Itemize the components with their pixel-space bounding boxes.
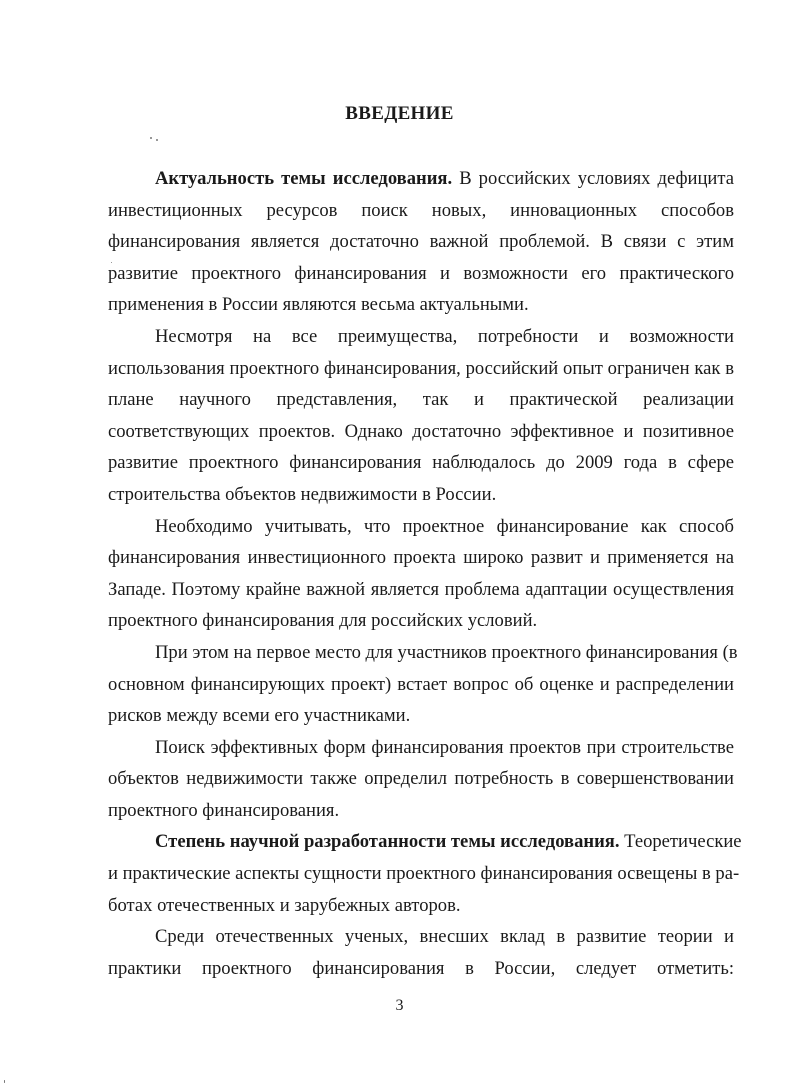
line-text: финансирования инвестиционного проекта широко развит и применяется на — [108, 547, 734, 569]
text-line — [108, 921, 734, 953]
line-text: При этом на первое место для участников проектного финансирования (в — [155, 641, 738, 663]
paragraph — [108, 637, 738, 732]
text-line — [108, 763, 734, 795]
text-line — [108, 289, 734, 321]
line-text: развитие проектного финансирования наблюдалось до 2009 года в сфере — [108, 452, 734, 474]
scan-speck — [111, 262, 112, 263]
text-line — [108, 574, 734, 606]
text-line — [108, 890, 734, 922]
line-text: Несмотря на все преимущества, потребности и возможности — [155, 325, 734, 347]
bold-lead-in: Степень научной разработанности темы исследования. — [155, 831, 620, 853]
text-line — [108, 479, 734, 511]
text-line — [108, 858, 740, 890]
paragraph — [108, 921, 734, 984]
line-text: Западе. Поэтому крайне важной является проблема адаптации осуществления — [108, 578, 734, 600]
paragraph — [108, 732, 734, 827]
scan-speck — [156, 139, 158, 141]
line-text: использования проектного финансирования, российский опыт ограничен как в — [108, 357, 734, 379]
text-line — [108, 353, 734, 385]
line-text: проектного финансирования для российских условий. — [108, 610, 538, 632]
bold-lead-in: Актуальность темы исследования. — [155, 168, 453, 189]
text-line — [108, 321, 734, 353]
line-text: строительства объектов недвижимости в России. — [108, 483, 497, 505]
line-text: применения в России являются весьма актуальными. — [108, 294, 529, 316]
section-heading: ВВЕДЕНИЕ — [345, 103, 454, 124]
text-line — [108, 700, 734, 732]
text-line — [108, 637, 738, 669]
scan-speck — [4, 1080, 5, 1083]
text-line — [108, 795, 734, 827]
line-text: практики проектного финансирования в России, следует отметить: — [108, 957, 734, 979]
line-text: плане научного представления, так и практической реализации — [108, 389, 734, 411]
text-line — [108, 163, 734, 195]
line-text: инвестиционных ресурсов поиск новых, инновационных способов — [108, 199, 734, 221]
line-text: финансирования является достаточно важной проблемой. В связи с этим — [108, 231, 734, 253]
text-line — [108, 669, 734, 701]
page-number: 3 — [395, 997, 404, 1014]
line-text: В российских условиях дефицита — [452, 168, 734, 189]
line-text: Поиск эффективных форм финансирования проектов при строительстве — [155, 736, 734, 758]
paragraph — [108, 511, 734, 637]
line-text: Среди отечественных ученых, внесших вклад в развитие теории и — [155, 926, 734, 948]
line-text: ботах отечественных и зарубежных авторов. — [108, 894, 461, 916]
line-text: соответствующих проектов. Однако достаточно эффективное и позитивное — [108, 420, 734, 442]
text-line — [108, 384, 734, 416]
paragraph — [108, 163, 734, 321]
text-line — [108, 542, 734, 574]
body-text — [108, 163, 742, 984]
text-line — [108, 416, 734, 448]
scan-speck — [150, 137, 152, 139]
paragraph — [108, 826, 742, 921]
text-line — [108, 953, 734, 985]
line-text: развитие проектного финансирования и возможности его практического — [108, 262, 734, 284]
line-text: и практические аспекты сущности проектного финансирования освещены в ра- — [108, 863, 740, 885]
text-line — [108, 605, 734, 637]
text-line — [108, 826, 742, 858]
line-text: Необходимо учитывать, что проектное финансирование как способ — [155, 515, 734, 537]
text-line — [108, 258, 734, 290]
text-line — [108, 511, 734, 543]
line-text: проектного финансирования. — [108, 799, 340, 821]
line-text: Теоретические — [619, 831, 742, 853]
line-text: объектов недвижимости также определил потребность в совершенствовании — [108, 768, 734, 790]
text-line — [108, 226, 734, 258]
text-line — [108, 732, 734, 764]
paragraph — [108, 321, 734, 511]
text-line — [108, 195, 734, 227]
line-text: основном финансирующих проект) встает вопрос об оценке и распределении — [108, 673, 734, 695]
text-line — [108, 447, 734, 479]
line-text: рисков между всеми его участниками. — [108, 705, 411, 727]
